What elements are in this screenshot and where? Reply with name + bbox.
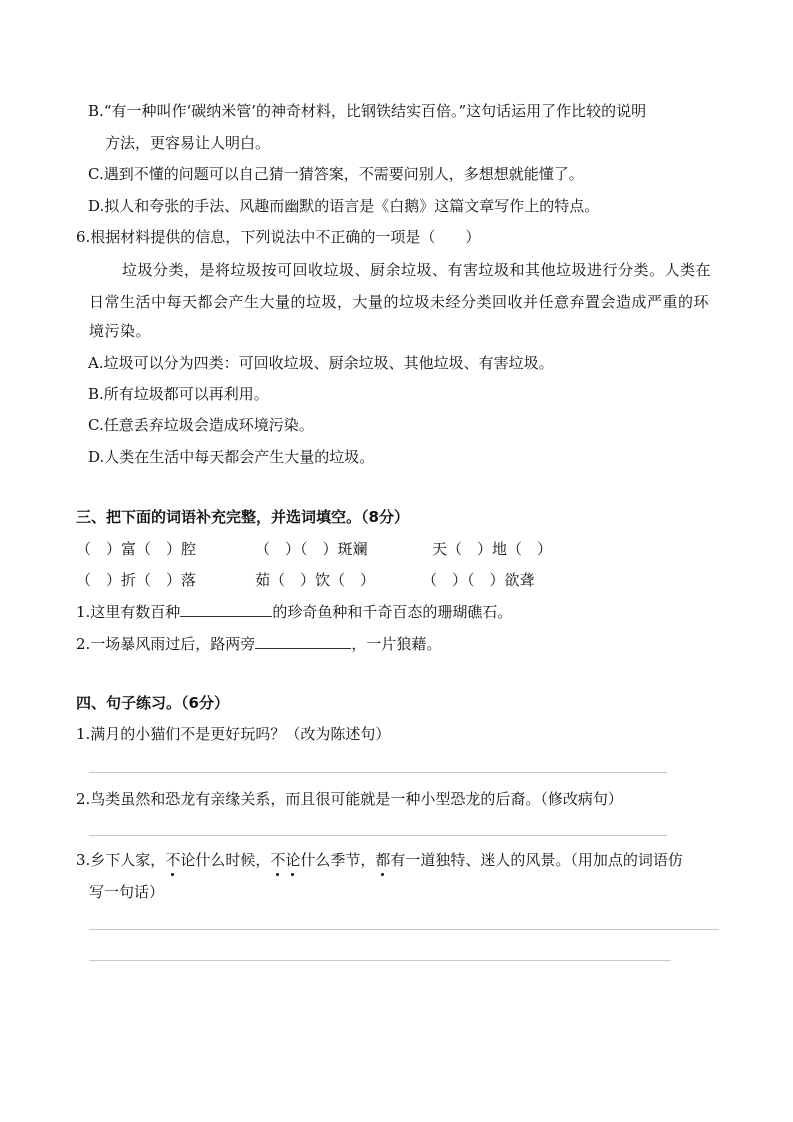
- q5-option-c: C.遇到不懂的问题可以自己猜一猜答案，不需要问别人，多想想就能懂了。: [88, 165, 584, 183]
- fill-blank-1[interactable]: [180, 601, 272, 617]
- idiom-3: 天（ ）地（ ）: [432, 540, 553, 558]
- q6-option-a: A.垃圾可以分为四类：可回收垃圾、厨余垃圾、其他垃圾、有害垃圾。: [88, 354, 554, 372]
- sentence-q2: 2.鸟类虽然和恐龙有亲缘关系，而且很可能就是一种小型恐龙的后裔。（修改病句）: [76, 790, 623, 808]
- fill-sentence-2: [76, 633, 441, 654]
- fill-sentence-1-after: 的珍奇鱼种和千奇百态的珊瑚礁石。: [272, 603, 513, 621]
- q5-option-b-line2: 方法，更容易让人明白。: [105, 134, 271, 152]
- idiom-1: （ ）富（ ）腔: [76, 540, 197, 558]
- answer-line-q1[interactable]: [89, 772, 667, 773]
- q6-option-b: B.所有垃圾都可以再利用。: [88, 385, 269, 403]
- q6-passage-line2: 日常生活中每天都会产生大量的垃圾，大量的垃圾未经分类回收并任意弃置会造成严重的环: [89, 293, 710, 311]
- q3-emphasis-char: 不: [165, 851, 181, 869]
- q5-option-b-line1: B.“有一种叫作‘碳纳米管’的神奇材料，比钢铁结实百倍。”这句话运用了作比较的说明: [88, 102, 647, 120]
- q3-rest: 有一道独特、迷人的风景。（用加点的词语仿: [390, 851, 683, 869]
- q6-passage-line1: 垃圾分类，是将垃圾按可回收垃圾、厨余垃圾、有害垃圾和其他垃圾进行分类。人类在: [122, 261, 712, 279]
- section4-heading: 四、句子练习。（6分）: [76, 694, 229, 712]
- q6-option-d: D.人类在生活中每天都会产生大量的垃圾。: [88, 448, 375, 466]
- q3-prefix: 3.乡下人家，: [76, 851, 166, 869]
- fill-sentence-1-before: 1.这里有数百种: [76, 603, 181, 621]
- section3-heading: 三、把下面的词语补充完整，并选词填空。（8分）: [76, 508, 409, 526]
- q3-emphasis-char: 论: [285, 851, 301, 869]
- sentence-q3-line1: [76, 850, 683, 870]
- answer-line-q2[interactable]: [89, 835, 667, 836]
- fill-blank-2[interactable]: [255, 633, 351, 649]
- answer-line-q3b[interactable]: [89, 960, 671, 961]
- q3-mid1: 论什么时候，: [180, 851, 271, 869]
- q6-option-c: C.任意丢弃垃圾会造成环境污染。: [88, 416, 314, 434]
- fill-sentence-2-before: 2.一场暴风雨过后，路两旁: [76, 635, 256, 653]
- fill-sentence-2-after: ，一片狼藉。: [351, 635, 442, 653]
- answer-line-q3a[interactable]: [89, 929, 719, 930]
- sentence-q1: 1.满月的小猫们不是更好玩吗？（改为陈述句）: [76, 725, 391, 743]
- sentence-q3-line2: 写一句话）: [89, 883, 165, 901]
- q3-emphasis-char: 都: [375, 851, 391, 869]
- idiom-4: （ ）折（ ）落: [76, 571, 197, 589]
- idiom-5: 茹（ ）饮（ ）: [255, 571, 376, 589]
- idiom-6: （ ）（ ）欲聋: [422, 571, 535, 589]
- q3-emphasis-char: 不: [270, 851, 286, 869]
- fill-sentence-1: [76, 601, 512, 622]
- q3-mid2: 什么季节，: [300, 851, 376, 869]
- q6-stem: 6.根据材料提供的信息，下列说法中不正确的一项是（ ）: [76, 228, 481, 246]
- idiom-2: （ ）（ ）斑斓: [255, 540, 368, 558]
- q5-option-d: D.拟人和夸张的手法、风趣而幽默的语言是《白鹅》这篇文章写作上的特点。: [88, 197, 600, 215]
- q6-passage-line3: 境污染。: [89, 322, 152, 340]
